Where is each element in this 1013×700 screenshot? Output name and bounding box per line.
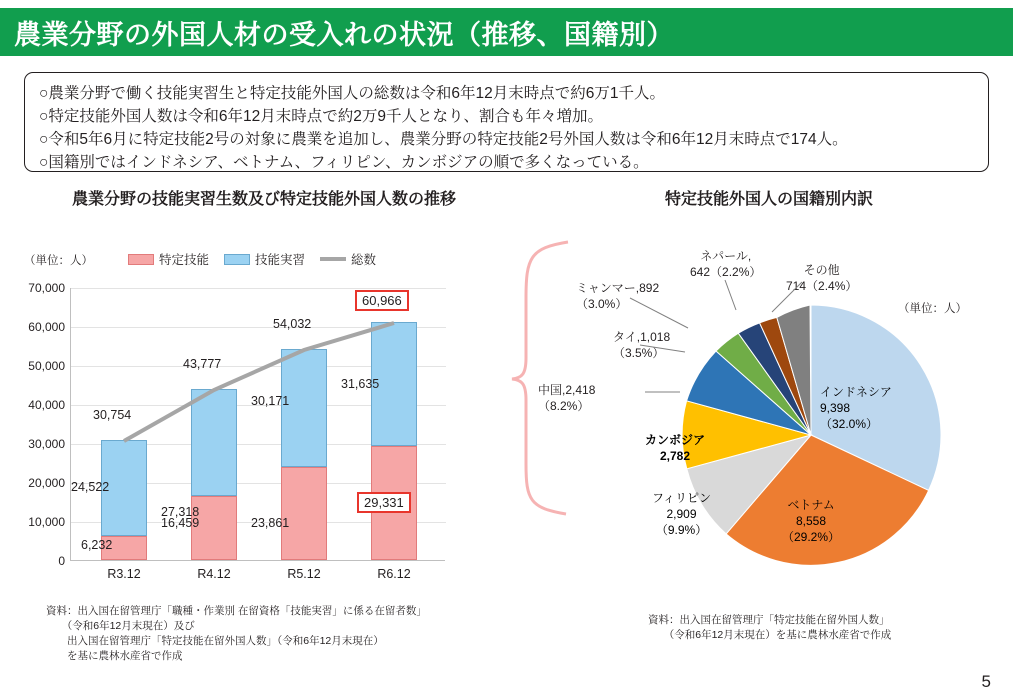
summary-line: ○令和5年6月に特定技能2号の対象に農業を追加し、農業分野の特定技能2号外国人数は令和6年12月末時点で174人。 xyxy=(39,131,848,148)
y-tick: 20,000 xyxy=(28,476,65,490)
pie-label-line: その他 xyxy=(803,263,840,277)
y-tick: 10,000 xyxy=(28,515,65,529)
pie-label-other xyxy=(786,262,857,294)
pie-label-line: 中国,2,418 xyxy=(538,383,596,397)
pie-chart-heading: 特定技能外国人の国籍別内訳 xyxy=(665,191,874,208)
pie-label-cambodia xyxy=(645,432,705,464)
legend-swatch-line xyxy=(320,257,346,261)
gridline xyxy=(71,288,446,289)
bar-tokutei-label-r4: 16,459 xyxy=(161,516,200,530)
slide-title-bar xyxy=(0,8,1013,56)
x-tick-label: R4.12 xyxy=(197,567,231,581)
legend-item-tokutei xyxy=(128,250,209,268)
connector-brace xyxy=(510,238,570,518)
bar-total-label-r5: 54,032 xyxy=(273,317,312,331)
y-tick: 30,000 xyxy=(28,437,65,451)
bar-chart-legend xyxy=(128,250,376,268)
source-line: 資料：出入国在留管理庁「職種・作業別 在留資格「技能実習」に係る在留者数」 xyxy=(46,605,427,617)
bar-tokutei-label-r6-highlight: 29,331 xyxy=(357,492,411,513)
summary-line: ○国籍別ではインドネシア、ベトナム、フィリピン、カンボジアの順で多くなっている。 xyxy=(39,154,649,171)
source-line: を基に農林水産省で作成 xyxy=(46,650,183,662)
bar-jisshu-label-r3: 24,522 xyxy=(71,480,110,494)
pie-label-line: インドネシア xyxy=(820,385,892,399)
source-line: （令和6年12月末現在）及び xyxy=(46,620,195,632)
legend-swatch-pink xyxy=(128,254,154,265)
pie-label-line: ミャンマー,892 xyxy=(576,281,660,295)
pie-label-line: 2,909 xyxy=(666,507,697,521)
pie-label-vietnam xyxy=(782,497,840,545)
pie-label-thailand xyxy=(613,329,670,361)
bar-chart-heading: 農業分野の技能実習生数及び特定技能外国人数の推移 xyxy=(72,191,457,208)
pie-label-line: フィリピン xyxy=(652,491,712,505)
y-tick: 0 xyxy=(58,554,65,568)
pie-label-philippines xyxy=(652,490,711,538)
pie-label-line: タイ,1,018 xyxy=(613,330,671,344)
bar-segment-jisshu xyxy=(191,389,237,496)
pie-label-line: カンボジア xyxy=(645,433,706,447)
legend-item-sosu xyxy=(320,250,376,268)
pie-label-line: ネパール, xyxy=(700,249,752,263)
bar-segment-tokutei xyxy=(281,467,327,560)
legend-item-jisshu xyxy=(224,250,305,268)
source-line: （令和6年12月末現在）を基に農林水産省で作成 xyxy=(648,629,892,641)
pie-label-line: 2,782 xyxy=(659,449,691,463)
pie-label-line: 9,398 xyxy=(820,401,851,415)
pie-label-nepal xyxy=(690,248,761,280)
summary-line: ○特定技能外国人数は令和6年12月末時点で約2万9千人となり、割合も年々増加。 xyxy=(39,108,603,125)
summary-line: ○農業分野で働く技能実習生と特定技能外国人の総数は令和6年12月末時点で約6万1千人。 xyxy=(39,85,665,102)
legend-label: 特定技能 xyxy=(159,253,210,267)
pie-label-line: ベトナム xyxy=(787,498,835,512)
page-number: 5 xyxy=(981,672,991,691)
bar-jisshu-label-r6: 31,635 xyxy=(341,377,380,391)
pie-label-line: （3.5%） xyxy=(613,346,665,360)
bar-total-label-r3: 30,754 xyxy=(93,408,132,422)
summary-box xyxy=(24,72,989,172)
bar-jisshu-label-r5: 30,171 xyxy=(251,394,290,408)
pie-label-line: 8,558 xyxy=(796,514,827,528)
pie-label-line: 642（2.2%） xyxy=(690,265,762,279)
bar-tokutei-label-r3: 6,232 xyxy=(81,538,113,552)
y-tick: 70,000 xyxy=(28,281,65,295)
pie-label-line: （9.9%） xyxy=(655,523,708,537)
source-line: 資料：出入国在留管理庁「特定技能在留外国人数」 xyxy=(648,614,890,626)
y-tick: 50,000 xyxy=(28,359,65,373)
pie-chart-source xyxy=(648,613,891,643)
bar-jisshu-label-r4: 27,318 xyxy=(161,505,200,519)
x-tick-label: R6.12 xyxy=(377,567,411,581)
y-tick: 60,000 xyxy=(28,320,65,334)
bar-chart-source xyxy=(46,604,427,664)
bar-unit-label: （単位：人） xyxy=(24,255,93,267)
pie-label-line: （32.0%） xyxy=(820,417,879,431)
page-title: 農業分野の外国人材の受入れの状況（推移、国籍別） xyxy=(14,19,674,50)
bar-total-label-r4: 43,777 xyxy=(183,357,222,371)
bar-tokutei-label-r5: 23,861 xyxy=(251,516,290,530)
y-tick: 40,000 xyxy=(28,398,65,412)
pie-label-line: 714（2.4%） xyxy=(786,279,858,293)
source-line: 出入国在留管理庁「特定技能在留外国人数」（令和6年12月末現在） xyxy=(46,635,384,647)
pie-label-line: （29.2%） xyxy=(782,530,841,544)
pie-label-indonesia xyxy=(820,384,892,432)
bar-total-label-r6-highlight: 60,966 xyxy=(355,290,409,311)
legend-label: 技能実習 xyxy=(255,253,306,267)
pie-label-myanmar xyxy=(576,280,659,312)
pie-label-china xyxy=(538,382,595,414)
x-tick-label: R3.12 xyxy=(107,567,141,581)
pie-label-line: （8.2%） xyxy=(538,399,590,413)
x-tick-label: R5.12 xyxy=(287,567,321,581)
pie-unit-label: （単位：人） xyxy=(898,303,967,315)
legend-label: 総数 xyxy=(351,253,377,267)
legend-swatch-blue xyxy=(224,254,250,265)
bar-segment-jisshu xyxy=(281,349,327,467)
pie-label-line: （3.0%） xyxy=(576,297,628,311)
